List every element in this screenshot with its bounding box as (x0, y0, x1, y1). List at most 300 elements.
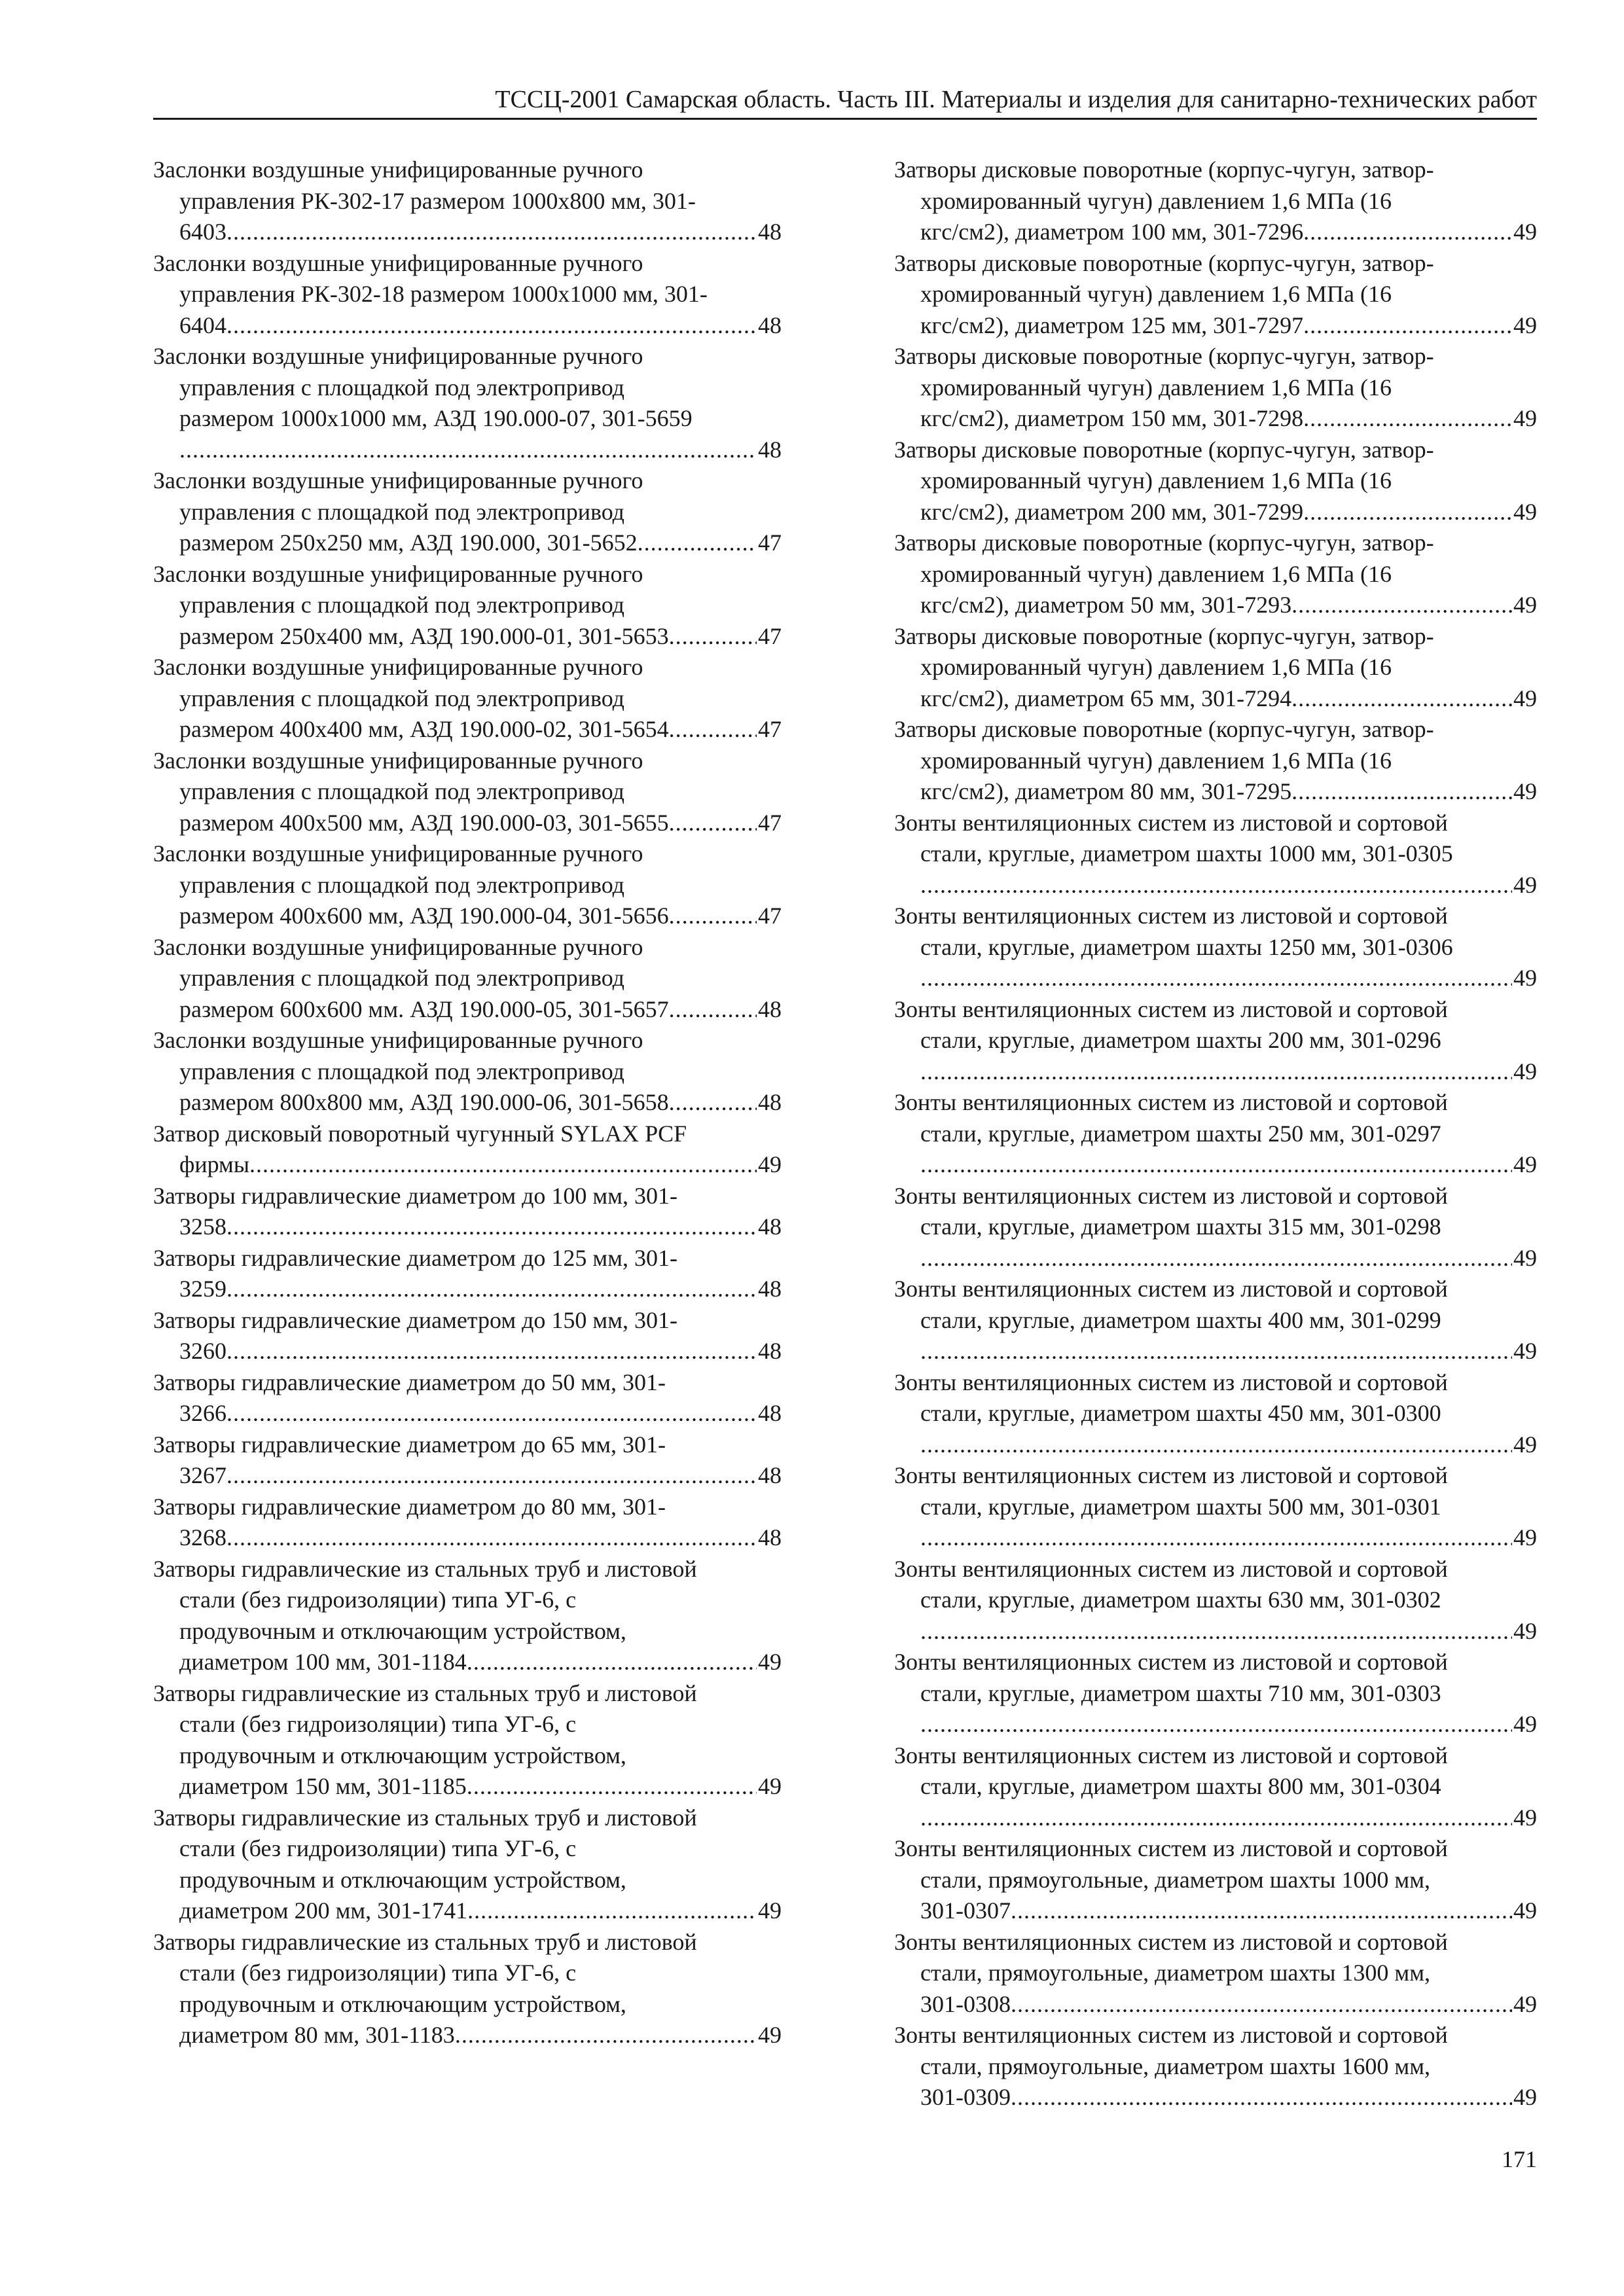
entry-leader-line (920, 683, 1537, 715)
entry-continuation (894, 1025, 1537, 1087)
entry-leader-line (920, 1709, 1537, 1740)
entry-tail: 3266 (179, 1400, 226, 1426)
entry-page-ref: 49 (758, 1897, 782, 1924)
entry-line: стали, круглые, диаметром шахты 1250 мм, 301-0306 (920, 933, 1453, 960)
entry-first-line: Затворы дисковые поворотные (корпус-чугун, затвор- (894, 343, 1434, 369)
index-entry (153, 745, 782, 839)
index-entry (894, 1833, 1537, 1927)
running-header (153, 77, 1537, 120)
entry-page-ref: 49 (758, 1649, 782, 1675)
entry-line: хромированный чугун) давлением 1,6 МПа (16 (920, 467, 1392, 493)
dot-leader (226, 1211, 757, 1243)
entry-tail: размером 400х600 мм, АЗД 190.000-04, 301-5656 (179, 903, 669, 929)
entry-first-line: Заслонки воздушные унифицированные ручного (153, 343, 643, 369)
entry-first-line: Затворы дисковые поворотные (корпус-чугун, затвор- (894, 156, 1434, 183)
entry-leader-line (920, 870, 1537, 901)
entry-tail: кгс/см2), диаметром 100 мм, 301-7296 (920, 219, 1304, 245)
index-entry (894, 1927, 1537, 2020)
entry-page-ref: 48 (758, 996, 782, 1022)
dot-leader (920, 1522, 1512, 1554)
entry-line: стали, круглые, диаметром шахты 500 мм, 301-0301 (920, 1493, 1441, 1520)
entry-line: стали, круглые, диаметром шахты 450 мм, 301-0300 (920, 1400, 1441, 1426)
entry-leader-line (179, 1522, 782, 1554)
index-entry (894, 1087, 1537, 1181)
dot-leader (179, 435, 757, 466)
entry-tail: размером 250х400 мм, АЗД 190.000-01, 301-5653 (179, 622, 669, 649)
entry-page-ref: 49 (1513, 965, 1537, 991)
entry-line: управления РК-302-17 размером 1000х800 мм, 301- (179, 187, 696, 214)
dot-leader (1303, 217, 1512, 248)
entry-continuation (894, 1119, 1537, 1181)
entry-continuation (153, 1398, 782, 1429)
entry-line: стали (без гидроизоляции) типа УГ-6, с (179, 1587, 577, 1613)
entry-continuation (153, 776, 782, 838)
entry-leader-line (920, 217, 1537, 248)
dot-leader (1291, 776, 1512, 808)
dot-leader (467, 1647, 757, 1678)
entry-leader-line (920, 497, 1537, 528)
entry-tail: фирмы (179, 1151, 250, 1177)
entry-tail: 3267 (179, 1462, 226, 1488)
entry-first-line: Зонты вентиляционных систем из листовой и сортовой (894, 1089, 1448, 1115)
entry-first-line: Зонты вентиляционных систем из листовой и сортовой (894, 1462, 1448, 1488)
entry-line: управления с площадкой под электропривод (179, 778, 624, 804)
entry-first-line: Зонты вентиляционных систем из листовой и сортовой (894, 1182, 1448, 1209)
dot-leader (1011, 1989, 1512, 2020)
entry-continuation (153, 1211, 782, 1243)
entry-continuation (153, 1958, 782, 2051)
entry-page-ref: 49 (1513, 1804, 1537, 1831)
dot-leader (226, 217, 757, 248)
entry-leader-line (920, 1616, 1537, 1647)
entry-line: стали, круглые, диаметром шахты 710 мм, 301-0303 (920, 1679, 1441, 1706)
entry-page-ref: 47 (758, 529, 782, 556)
entry-tail: диаметром 100 мм, 301-1184 (179, 1649, 467, 1675)
entry-continuation (153, 963, 782, 1025)
entry-line: стали, круглые, диаметром шахты 1000 мм, 301-0305 (920, 840, 1453, 867)
index-entry (894, 1181, 1537, 1274)
entry-page-ref: 49 (1513, 1617, 1537, 1644)
entry-continuation (894, 559, 1537, 621)
entry-continuation (153, 1056, 782, 1119)
entry-first-line: Затворы гидравлические диаметром до 125 мм, 301- (153, 1244, 677, 1271)
entry-tail: кгс/см2), диаметром 65 мм, 301-7294 (920, 685, 1292, 711)
entry-continuation (153, 1522, 782, 1554)
entry-leader-line (920, 776, 1537, 808)
entry-first-line: Затворы гидравлические диаметром до 100 мм, 301- (153, 1182, 677, 1209)
entry-continuation (894, 372, 1537, 435)
entry-tail: кгс/см2), диаметром 200 мм, 301-7299 (920, 498, 1304, 525)
entry-leader-line (179, 994, 782, 1026)
entry-page-ref: 49 (1513, 219, 1537, 245)
entry-tail: 3259 (179, 1276, 226, 1302)
index-entry (153, 341, 782, 465)
index-entry (153, 559, 782, 653)
dot-leader (1291, 590, 1512, 621)
entry-first-line: Затворы гидравлические из стальных труб и листовой (153, 1679, 697, 1706)
entry-line: стали, круглые, диаметром шахты 400 мм, 301-0299 (920, 1306, 1441, 1333)
entry-page-ref: 48 (758, 1276, 782, 1302)
entry-continuation (153, 1274, 782, 1305)
entry-line: продувочным и отключающим устройством, (179, 1742, 626, 1768)
entry-line: стали, круглые, диаметром шахты 800 мм, 301-0304 (920, 1773, 1441, 1799)
entry-line: стали, круглые, диаметром шахты 250 мм, 301-0297 (920, 1120, 1441, 1147)
entry-leader-line (920, 590, 1537, 621)
dot-leader (1011, 2082, 1512, 2113)
entry-page-ref: 49 (1513, 778, 1537, 804)
index-entry (894, 808, 1537, 901)
entry-leader-line (920, 310, 1537, 342)
index-entry (894, 714, 1537, 808)
entry-first-line: Заслонки воздушные унифицированные ручного (153, 747, 643, 774)
entry-leader-line (179, 1336, 782, 1367)
entry-first-line: Зонты вентиляционных систем из листовой и сортовой (894, 1276, 1448, 1302)
entry-page-ref: 49 (1513, 1151, 1537, 1177)
entry-tail: 3260 (179, 1338, 226, 1364)
entry-continuation (894, 1398, 1537, 1460)
entry-continuation (153, 590, 782, 652)
dot-leader (920, 1616, 1512, 1647)
entry-tail: 3268 (179, 1524, 226, 1551)
entry-line: стали (без гидроизоляции) типа УГ-6, с (179, 1835, 577, 1861)
entry-page-ref: 49 (758, 1773, 782, 1799)
dot-leader (669, 621, 757, 653)
dot-leader (920, 1336, 1512, 1367)
entry-continuation (894, 1771, 1537, 1833)
entry-first-line: Заслонки воздушные унифицированные ручного (153, 560, 643, 587)
entry-leader-line (179, 1771, 782, 1803)
dot-leader (1303, 310, 1512, 342)
dot-leader (226, 310, 757, 342)
entry-page-ref: 49 (1513, 1990, 1537, 2017)
entry-page-ref: 49 (1513, 498, 1537, 525)
entry-leader-line (179, 1398, 782, 1429)
entry-line: хромированный чугун) давлением 1,6 МПа (16 (920, 560, 1392, 587)
entry-continuation (153, 1709, 782, 1803)
entry-leader-line (179, 808, 782, 839)
entry-continuation (153, 372, 782, 466)
index-column-right (894, 154, 1537, 2113)
dot-leader (638, 528, 757, 559)
entry-continuation (153, 1336, 782, 1367)
dot-leader (920, 870, 1512, 901)
entry-leader-line (179, 1274, 782, 1305)
entry-leader-line (179, 901, 782, 932)
entry-page-ref: 47 (758, 622, 782, 649)
entry-tail: диаметром 80 мм, 301-1183 (179, 2022, 455, 2048)
entry-page-ref: 49 (758, 2022, 782, 2048)
entry-page-ref: 48 (758, 1213, 782, 1240)
entry-first-line: Зонты вентиляционных систем из листовой и сортовой (894, 1835, 1448, 1861)
dot-leader (669, 714, 757, 745)
entry-first-line: Зонты вентиляционных систем из листовой и сортовой (894, 1555, 1448, 1582)
entry-page-ref: 49 (1513, 871, 1537, 898)
entry-line: управления с площадкой под электропривод (179, 374, 624, 401)
entry-continuation (153, 186, 782, 248)
entry-first-line: Зонты вентиляционных систем из листовой и сортовой (894, 1928, 1448, 1955)
entry-first-line: Заслонки воздушные унифицированные ручного (153, 840, 643, 867)
entry-leader-line (920, 1895, 1537, 1927)
index-entry (894, 2020, 1537, 2113)
dot-leader (920, 1709, 1512, 1740)
index-column-left (153, 154, 782, 2051)
entry-leader-line (920, 403, 1537, 435)
dot-leader (455, 2020, 757, 2051)
index-entry (153, 652, 782, 745)
entry-leader-line (179, 310, 782, 342)
entry-leader-line (179, 1149, 782, 1181)
entry-tail: кгс/см2), диаметром 150 мм, 301-7298 (920, 405, 1304, 431)
entry-first-line: Зонты вентиляционных систем из листовой и сортовой (894, 1649, 1448, 1675)
entry-first-line: Затворы гидравлические диаметром до 80 мм, 301- (153, 1493, 666, 1520)
entry-tail: размером 600х600 мм. АЗД 190.000-05, 301-5657 (179, 996, 669, 1022)
entry-tail: размером 400х400 мм, АЗД 190.000-02, 301-5654 (179, 716, 669, 742)
index-entry (153, 1803, 782, 1927)
entry-continuation (894, 1305, 1537, 1367)
entry-page-ref: 49 (758, 1151, 782, 1177)
dot-leader (920, 1056, 1512, 1088)
index-entry (894, 1367, 1537, 1461)
entry-line: продувочным и отключающим устройством, (179, 1866, 626, 1893)
index-entry (894, 528, 1537, 621)
entry-first-line: Затворы гидравлические диаметром до 50 мм, 301- (153, 1369, 666, 1395)
index-entry (153, 1927, 782, 2051)
entry-line: стали (без гидроизоляции) типа УГ-6, с (179, 1711, 577, 1737)
index-entry (153, 1367, 782, 1429)
entry-first-line: Заслонки воздушные унифицированные ручного (153, 1027, 643, 1053)
entry-leader-line (920, 1522, 1537, 1554)
entry-continuation (153, 1149, 782, 1181)
entry-first-line: Затворы дисковые поворотные (корпус-чугун, затвор- (894, 529, 1434, 556)
entry-first-line: Зонты вентиляционных систем из листовой и сортовой (894, 903, 1448, 929)
entry-continuation (153, 1585, 782, 1678)
entry-page-ref: 48 (758, 1524, 782, 1551)
dot-leader (1011, 1895, 1512, 1927)
entry-continuation (153, 1833, 782, 1927)
index-entry (894, 621, 1537, 715)
entry-line: управления с площадкой под электропривод (179, 871, 624, 898)
entry-page-ref: 49 (1513, 1058, 1537, 1085)
index-entry (153, 1181, 782, 1243)
index-entry (894, 435, 1537, 528)
entry-line: хромированный чугун) давлением 1,6 МПа (16 (920, 374, 1392, 401)
dot-leader (1303, 497, 1512, 528)
entry-page-ref: 49 (1513, 685, 1537, 711)
entry-line: управления с площадкой под электропривод (179, 685, 624, 711)
index-entry (153, 1243, 782, 1305)
entry-leader-line (920, 1243, 1537, 1274)
entry-page-ref: 47 (758, 809, 782, 836)
entry-first-line: Затвор дисковый поворотный чугунный SYLAX PCF (153, 1120, 687, 1147)
entry-tail: кгс/см2), диаметром 80 мм, 301-7295 (920, 778, 1292, 804)
entry-page-ref: 48 (758, 1089, 782, 1115)
dot-leader (920, 963, 1512, 994)
entry-leader-line (920, 963, 1537, 994)
entry-first-line: Заслонки воздушные унифицированные ручного (153, 467, 643, 493)
entry-first-line: Затворы дисковые поворотные (корпус-чугун, затвор- (894, 716, 1434, 742)
entry-tail: диаметром 200 мм, 301-1741 (179, 1897, 468, 1924)
entry-line: стали, круглые, диаметром шахты 630 мм, 301-0302 (920, 1587, 1441, 1613)
entry-first-line: Затворы гидравлические из стальных труб и листовой (153, 1555, 697, 1582)
entry-continuation (894, 1958, 1537, 2020)
entry-first-line: Зонты вентиляционных систем из листовой и сортовой (894, 2022, 1448, 2048)
dot-leader (669, 901, 757, 932)
entry-leader-line (920, 1803, 1537, 1834)
entry-leader-line (179, 528, 782, 559)
entry-page-ref: 48 (758, 1338, 782, 1364)
entry-first-line: Зонты вентиляционных систем из листовой и сортовой (894, 809, 1448, 836)
entry-first-line: Зонты вентиляционных систем из листовой и сортовой (894, 1742, 1448, 1768)
entry-line: управления РК-302-18 размером 1000х1000 мм, 301- (179, 281, 708, 307)
entry-leader-line (179, 217, 782, 248)
entry-first-line: Затворы дисковые поворотные (корпус-чугун, затвор- (894, 436, 1434, 463)
entry-tail: 6404 (179, 312, 226, 338)
index-entry (153, 248, 782, 342)
page-number: 171 (1502, 2146, 1537, 2172)
entry-tail: кгс/см2), диаметром 125 мм, 301-7297 (920, 312, 1304, 338)
index-entry (153, 154, 782, 248)
entry-tail: 6403 (179, 219, 226, 245)
index-entry (894, 1274, 1537, 1367)
entry-line: хромированный чугун) давлением 1,6 МПа (16 (920, 747, 1392, 774)
entry-line: хромированный чугун) давлением 1,6 МПа (16 (920, 654, 1392, 680)
entry-continuation (894, 652, 1537, 714)
index-entry (894, 341, 1537, 435)
dot-leader (920, 1803, 1512, 1834)
entry-first-line: Затворы гидравлические из стальных труб и листовой (153, 1928, 697, 1955)
entry-page-ref: 49 (1513, 405, 1537, 431)
entry-line: стали, круглые, диаметром шахты 315 мм, 301-0298 (920, 1213, 1441, 1240)
entry-continuation (153, 683, 782, 745)
dot-leader (467, 1771, 757, 1803)
entry-page-ref: 48 (758, 219, 782, 245)
entry-continuation (894, 465, 1537, 528)
entry-leader-line (920, 1989, 1537, 2020)
entry-first-line: Затворы гидравлические диаметром до 150 мм, 301- (153, 1306, 677, 1333)
entry-continuation (153, 1460, 782, 1492)
entry-page-ref: 48 (758, 1400, 782, 1426)
dot-leader (920, 1243, 1512, 1274)
dot-leader (226, 1274, 757, 1305)
index-entry (153, 932, 782, 1026)
index-entry (894, 1740, 1537, 1834)
entry-continuation (894, 932, 1537, 994)
entry-leader-line (179, 1087, 782, 1119)
entry-page-ref: 49 (1513, 592, 1537, 618)
entry-leader-line (920, 1149, 1537, 1181)
index-entry (894, 901, 1537, 994)
header-title: ТССЦ-2001 Самарская область. Часть III. Материалы и изделия для санитарно-технических работ (495, 86, 1537, 113)
entry-leader-line (179, 1647, 782, 1678)
entry-tail: 301-0308 (920, 1990, 1011, 2017)
index-entry (153, 1025, 782, 1119)
entry-line: стали, прямоугольные, диаметром шахты 1000 мм, (920, 1866, 1430, 1893)
entry-leader-line (179, 1460, 782, 1492)
index-entry (894, 1554, 1537, 1647)
entry-continuation (894, 279, 1537, 341)
dot-leader (920, 1149, 1512, 1181)
entry-continuation (894, 745, 1537, 808)
entry-continuation (894, 838, 1537, 901)
index-entry (153, 1492, 782, 1554)
entry-page-ref: 47 (758, 903, 782, 929)
entry-leader-line (179, 621, 782, 653)
entry-line: управления с площадкой под электропривод (179, 592, 624, 618)
index-entry (894, 154, 1537, 248)
index-entry (894, 1647, 1537, 1740)
entry-continuation (894, 1678, 1537, 1740)
entry-first-line: Заслонки воздушные унифицированные ручного (153, 249, 643, 276)
entry-page-ref: 49 (1513, 312, 1537, 338)
index-entry (153, 465, 782, 559)
index-entry (153, 1119, 782, 1181)
entry-leader-line (179, 714, 782, 745)
entry-first-line: Заслонки воздушные унифицированные ручного (153, 156, 643, 183)
index-entry (153, 1678, 782, 1803)
entry-page-ref: 48 (758, 312, 782, 338)
entry-first-line: Заслонки воздушные унифицированные ручного (153, 654, 643, 680)
entry-first-line: Затворы гидравлические диаметром до 65 мм, 301- (153, 1431, 666, 1458)
entry-tail: размером 800х800 мм, АЗД 190.000-06, 301-5658 (179, 1089, 669, 1115)
entry-page-ref: 48 (758, 436, 782, 463)
entry-line: хромированный чугун) давлением 1,6 МПа (16 (920, 281, 1392, 307)
dot-leader (1291, 683, 1512, 715)
dot-leader (467, 1895, 757, 1927)
entry-first-line: Заслонки воздушные унифицированные ручного (153, 933, 643, 960)
entry-first-line: Зонты вентиляционных систем из листовой и сортовой (894, 1369, 1448, 1395)
dot-leader (1303, 403, 1512, 435)
entry-tail: размером 400х500 мм, АЗД 190.000-03, 301-5655 (179, 809, 669, 836)
entry-continuation (894, 2051, 1537, 2113)
entry-page-ref: 47 (758, 716, 782, 742)
index-entry (894, 1460, 1537, 1554)
entry-tail: кгс/см2), диаметром 50 мм, 301-7293 (920, 592, 1292, 618)
index-entry (153, 1305, 782, 1367)
entry-leader-line (920, 1056, 1537, 1088)
entry-continuation (894, 1211, 1537, 1274)
dot-leader (249, 1149, 757, 1181)
entry-leader-line (920, 1336, 1537, 1367)
entry-leader-line (179, 1211, 782, 1243)
entry-page-ref: 49 (1513, 1524, 1537, 1551)
entry-page-ref: 49 (1513, 1897, 1537, 1924)
entry-continuation (153, 279, 782, 341)
entry-leader-line (179, 1895, 782, 1927)
entry-page-ref: 49 (1513, 2084, 1537, 2110)
entry-tail: 301-0309 (920, 2084, 1011, 2110)
entry-tail: 3258 (179, 1213, 226, 1240)
dot-leader (226, 1336, 757, 1367)
entry-leader-line (179, 2020, 782, 2051)
entry-first-line: Затворы гидравлические из стальных труб и листовой (153, 1804, 697, 1831)
entry-tail: диаметром 150 мм, 301-1185 (179, 1773, 467, 1799)
entry-tail: 301-0307 (920, 1897, 1011, 1924)
entry-page-ref: 49 (1513, 1338, 1537, 1364)
entry-continuation (153, 497, 782, 559)
entry-continuation (894, 1492, 1537, 1554)
entry-line: стали, прямоугольные, диаметром шахты 1600 мм, (920, 2053, 1430, 2079)
entry-page-ref: 49 (1513, 1244, 1537, 1271)
index-entry (153, 838, 782, 932)
dot-leader (669, 808, 757, 839)
index-entry (894, 248, 1537, 342)
entry-continuation (894, 186, 1537, 248)
entry-continuation (894, 1865, 1537, 1927)
entry-leader-line (179, 435, 782, 466)
entry-tail: размером 250х250 мм, АЗД 190.000, 301-5652 (179, 529, 638, 556)
entry-first-line: Затворы дисковые поворотные (корпус-чугун, затвор- (894, 249, 1434, 276)
entry-continuation (894, 1585, 1537, 1647)
